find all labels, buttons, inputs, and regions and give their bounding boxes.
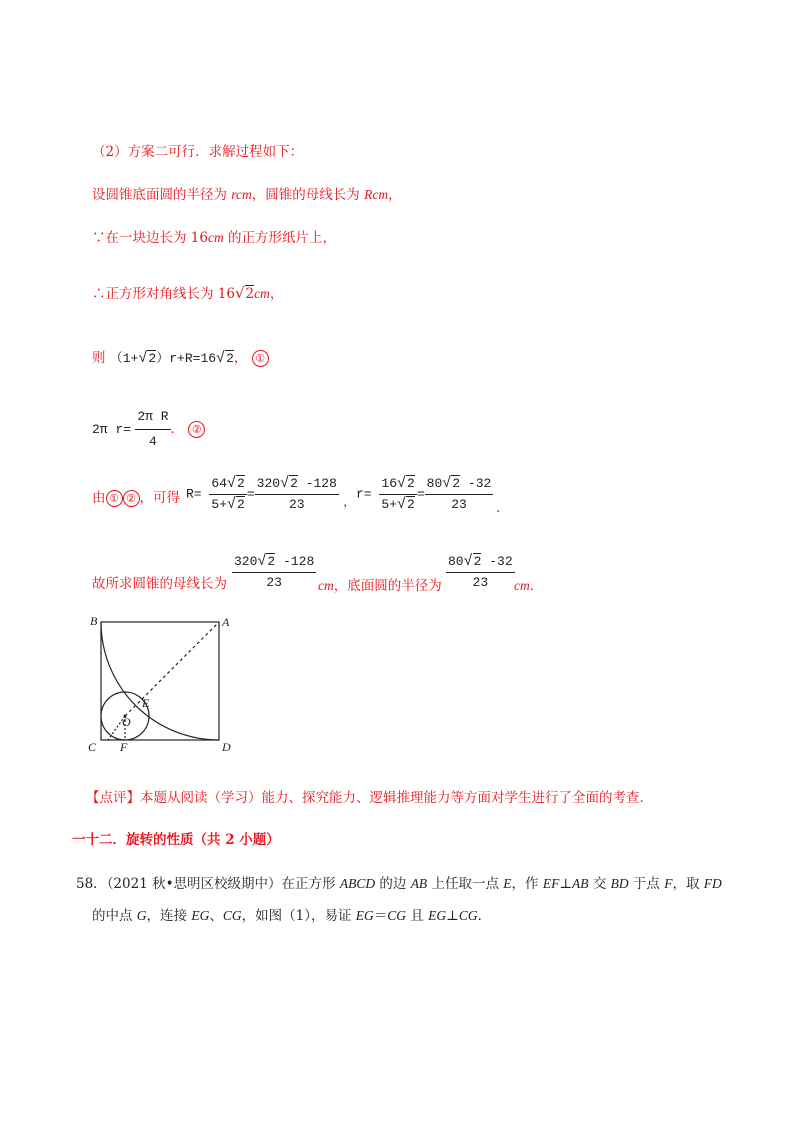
text: ，连接 bbox=[146, 908, 192, 924]
text: ，圆锥的母线长为 bbox=[251, 187, 365, 203]
text: 交 bbox=[588, 876, 611, 892]
num-part: 80 bbox=[448, 554, 464, 569]
text: 的正方形纸片上， bbox=[223, 230, 337, 246]
text: ∵在一块边长为 16 bbox=[92, 230, 208, 246]
radicand: 2 bbox=[452, 476, 461, 491]
circled-number-2: ② bbox=[123, 490, 140, 507]
variable: EG bbox=[428, 908, 447, 923]
answer-r-fraction bbox=[446, 552, 515, 593]
text: 由 bbox=[92, 490, 106, 506]
fraction bbox=[446, 552, 515, 593]
text: （2021 秋•思明区校级期中）在正方形 bbox=[106, 876, 340, 892]
denominator bbox=[379, 495, 416, 515]
sqrt-sign: √ bbox=[280, 475, 290, 492]
text: 、 bbox=[209, 908, 223, 924]
radicand: 2 bbox=[245, 286, 255, 302]
symbol: ⊥ bbox=[559, 876, 573, 892]
period bbox=[496, 498, 510, 518]
answer-text-b bbox=[318, 576, 442, 596]
variable: CG bbox=[387, 908, 407, 923]
equation-2-lhs: 2π r= bbox=[92, 422, 132, 437]
radicand: 2 bbox=[237, 497, 245, 512]
numerator bbox=[446, 552, 515, 573]
variable: AB bbox=[410, 876, 428, 891]
sqrt-sign: √ bbox=[397, 496, 407, 513]
text: ， bbox=[388, 187, 402, 203]
comment-line bbox=[86, 788, 653, 808]
variable: ABCD bbox=[339, 876, 376, 891]
sqrt-sign: √ bbox=[216, 350, 226, 367]
numerator bbox=[425, 474, 494, 495]
radicand: 2 bbox=[237, 476, 245, 491]
radicand: 2 bbox=[267, 554, 276, 569]
solution-line-solve bbox=[92, 478, 180, 506]
R-label: R= bbox=[186, 486, 202, 502]
num-part: -32 bbox=[460, 476, 492, 491]
variable: BD bbox=[610, 876, 629, 891]
text: 上任取一点 bbox=[427, 876, 504, 892]
label-A: A bbox=[222, 615, 230, 629]
r-expression bbox=[356, 474, 493, 515]
solution-line-radius-def bbox=[92, 185, 402, 205]
fraction-64 bbox=[209, 474, 246, 515]
equals: = bbox=[246, 486, 255, 502]
num-part: -128 bbox=[297, 476, 337, 491]
text: ，可得 bbox=[139, 490, 180, 506]
text: ， bbox=[233, 350, 248, 366]
variable: CG bbox=[222, 908, 242, 923]
variable: AB bbox=[572, 876, 589, 891]
numerator bbox=[379, 474, 416, 495]
text: ， bbox=[269, 286, 284, 302]
section-title-text: 一十二．旋转的性质（共 2 小题） bbox=[72, 832, 280, 848]
denominator: 4 bbox=[149, 434, 157, 449]
variable: F bbox=[664, 876, 673, 891]
unit: cm bbox=[318, 578, 334, 593]
text: ，取 bbox=[672, 876, 704, 892]
num-part: -32 bbox=[481, 554, 513, 569]
expr-part: （1+ bbox=[109, 351, 139, 366]
R-expression bbox=[186, 474, 339, 515]
label-O: O bbox=[122, 715, 131, 729]
numerator: 2π R bbox=[135, 405, 170, 430]
radicand: 2 bbox=[226, 351, 234, 366]
fraction-80 bbox=[425, 474, 494, 515]
text: 于点 bbox=[628, 876, 665, 892]
sqrt-sign: √ bbox=[227, 496, 237, 513]
unit: cm bbox=[514, 578, 530, 593]
numerator bbox=[209, 474, 246, 495]
comma bbox=[343, 492, 357, 512]
circled-number-2: ② bbox=[188, 421, 205, 438]
fraction bbox=[232, 552, 316, 593]
denominator: 23 bbox=[472, 575, 489, 590]
variable: FD bbox=[703, 876, 722, 891]
label-C: C bbox=[88, 740, 97, 754]
label-D: D bbox=[222, 740, 231, 754]
section-title bbox=[72, 830, 280, 850]
radicand: 2 bbox=[290, 476, 298, 491]
r-label: r= bbox=[356, 486, 372, 502]
num-part: 16 bbox=[381, 476, 398, 491]
fraction-16 bbox=[379, 474, 416, 515]
denominator: 23 bbox=[288, 497, 305, 512]
text: ． bbox=[170, 421, 185, 437]
denominator bbox=[209, 495, 246, 515]
sqrt-sign: √ bbox=[234, 284, 245, 302]
symbol: ⊥ bbox=[446, 908, 459, 924]
geometry-figure bbox=[84, 612, 244, 757]
answer-text-c bbox=[514, 576, 543, 596]
problem-number: 58． bbox=[76, 876, 107, 892]
radicand: 2 bbox=[473, 554, 482, 569]
variable: EG bbox=[355, 908, 374, 923]
text: 且 bbox=[406, 908, 429, 924]
answer-text-a bbox=[92, 574, 227, 594]
text: ，作 bbox=[511, 876, 543, 892]
comment-text: 本题从阅读（学习）能力、探究能力、逻辑推理能力等方面对学生进行了全面的考查． bbox=[140, 790, 653, 806]
radicand: 2 bbox=[148, 351, 157, 366]
text: 的边 bbox=[375, 876, 411, 892]
circled-number-1: ① bbox=[252, 350, 269, 367]
diagonal-dashed bbox=[125, 622, 219, 716]
answer-R-fraction bbox=[232, 552, 316, 593]
variable: EG bbox=[191, 908, 210, 923]
text: 的中点 bbox=[92, 908, 137, 924]
sqrt-sign: √ bbox=[442, 475, 452, 492]
circled-number-1: ① bbox=[106, 490, 123, 507]
text: 故所求圆锥的母线长为 bbox=[92, 576, 227, 592]
sqrt-sign: √ bbox=[257, 553, 267, 570]
text: ． bbox=[496, 500, 510, 516]
text: 设圆锥底面圆的半径为 bbox=[92, 187, 232, 203]
equals: = bbox=[416, 486, 425, 502]
sqrt-sign: √ bbox=[397, 475, 407, 492]
num-part: 80 bbox=[426, 476, 443, 491]
solution-step-header bbox=[92, 142, 303, 162]
symbol: ＝ bbox=[373, 908, 388, 924]
solution-line-because bbox=[92, 228, 336, 248]
sqrt-sign: √ bbox=[227, 475, 237, 492]
variable: rcm bbox=[231, 187, 252, 202]
numerator bbox=[255, 474, 339, 495]
solution-line-diagonal bbox=[92, 283, 283, 304]
text: ∴正方形对角线长为 16 bbox=[92, 286, 235, 302]
num-part: -128 bbox=[275, 554, 315, 569]
sqrt-sign: √ bbox=[463, 553, 473, 570]
equation-1 bbox=[92, 348, 269, 369]
unit: cm bbox=[207, 230, 224, 245]
problem-58-line1 bbox=[76, 874, 722, 894]
text: ， bbox=[343, 494, 357, 510]
variable: E bbox=[503, 876, 512, 891]
denominator: 23 bbox=[266, 575, 282, 590]
num-part: 64 bbox=[211, 476, 228, 491]
den-part: 5+ bbox=[381, 497, 398, 512]
text: ． bbox=[529, 578, 544, 594]
text: ． bbox=[477, 908, 492, 924]
equation-1-expr bbox=[110, 351, 234, 366]
expr-part: ）r+R=16 bbox=[156, 351, 217, 366]
den-part: 5+ bbox=[211, 497, 228, 512]
num-part: 320 bbox=[234, 554, 258, 569]
variable: EF bbox=[542, 876, 560, 891]
variable: G bbox=[136, 908, 147, 923]
radicand: 2 bbox=[407, 497, 415, 512]
variable: Rcm bbox=[364, 187, 389, 202]
label-E: E bbox=[142, 696, 150, 710]
numerator bbox=[232, 552, 316, 573]
step-text: （2）方案二可行．求解过程如下： bbox=[92, 144, 304, 160]
label-B: B bbox=[90, 614, 98, 628]
comment-tag: 【点评】 bbox=[86, 790, 140, 806]
num-part: 320 bbox=[256, 476, 281, 491]
variable: CG bbox=[458, 908, 478, 923]
unit: cm bbox=[254, 286, 270, 301]
fraction-320 bbox=[255, 474, 339, 515]
label-F: F bbox=[120, 740, 128, 754]
radicand: 2 bbox=[407, 476, 415, 491]
denominator: 23 bbox=[451, 497, 467, 512]
problem-58-line2 bbox=[92, 906, 491, 926]
text: ，底面圆的半径为 bbox=[333, 578, 442, 594]
sqrt-sign: √ bbox=[138, 350, 148, 367]
equation-2 bbox=[92, 405, 205, 454]
text: 则 bbox=[92, 350, 106, 366]
equation-2-fraction bbox=[135, 405, 170, 454]
text: ，如图（1），易证 bbox=[241, 908, 356, 924]
